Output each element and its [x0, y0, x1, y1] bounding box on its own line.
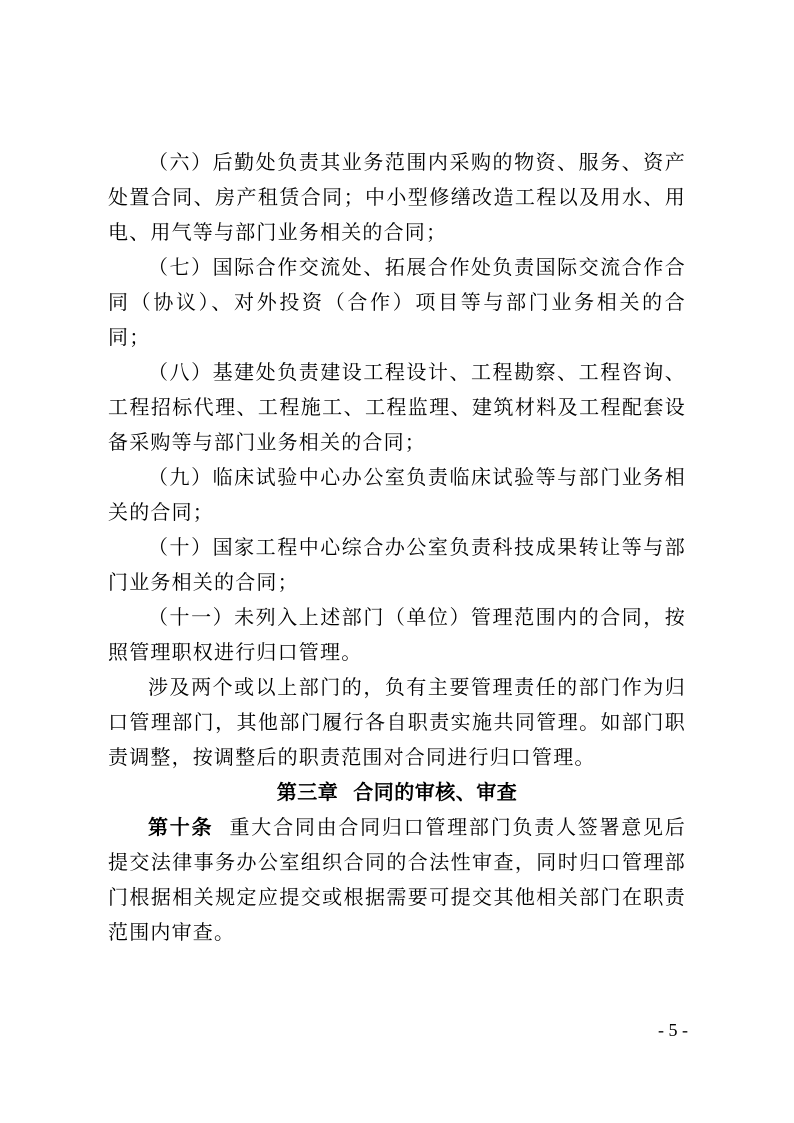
document-body	[108, 145, 686, 950]
paragraph-item-10: （十）国家工程中心综合办公室负责科技成果转让等与部门业务相关的合同；	[108, 535, 686, 594]
page-number: - 5 -	[658, 1020, 688, 1040]
paragraph-item-9: （九）临床试验中心办公室负责临床试验等与部门业务相关的合同；	[108, 465, 686, 524]
article-label: 第十条	[148, 815, 214, 839]
chapter-title: 第三章 合同的审核、审查	[276, 780, 518, 804]
paragraph-item-11: （十一）未列入上述部门（单位）管理范围内的合同，按照管理职权进行归口管理。	[108, 605, 686, 664]
paragraph-joint-management: 涉及两个或以上部门的，负有主要管理责任的部门作为归口管理部门，其他部门履行各自职责实施共同管理。如部门职责调整，按调整后的职责范围对合同进行归口管理。	[108, 675, 686, 769]
article-10	[108, 810, 686, 950]
paragraph-item-6: （六）后勤处负责其业务范围内采购的物资、服务、资产处置合同、房产租赁合同；中小型修缮改造工程以及用水、用电、用气等与部门业务相关的合同；	[108, 150, 686, 244]
article-text: 重大合同由合同归口管理部门负责人签署意见后提交法律事务办公室组织合同的合法性审查，同时归口管理部门根据相关规定应提交或根据需要可提交其他相关部门在职责范围内审查。	[108, 815, 686, 944]
paragraph-item-7: （七）国际合作交流处、拓展合作处负责国际交流合作合同（协议）、对外投资（合作）项目等与部门业务相关的合同；	[108, 255, 686, 349]
paragraph-item-8: （八）基建处负责建设工程设计、工程勘察、工程咨询、工程招标代理、工程施工、工程监理、建筑材料及工程配套设备采购等与部门业务相关的合同；	[108, 360, 686, 454]
